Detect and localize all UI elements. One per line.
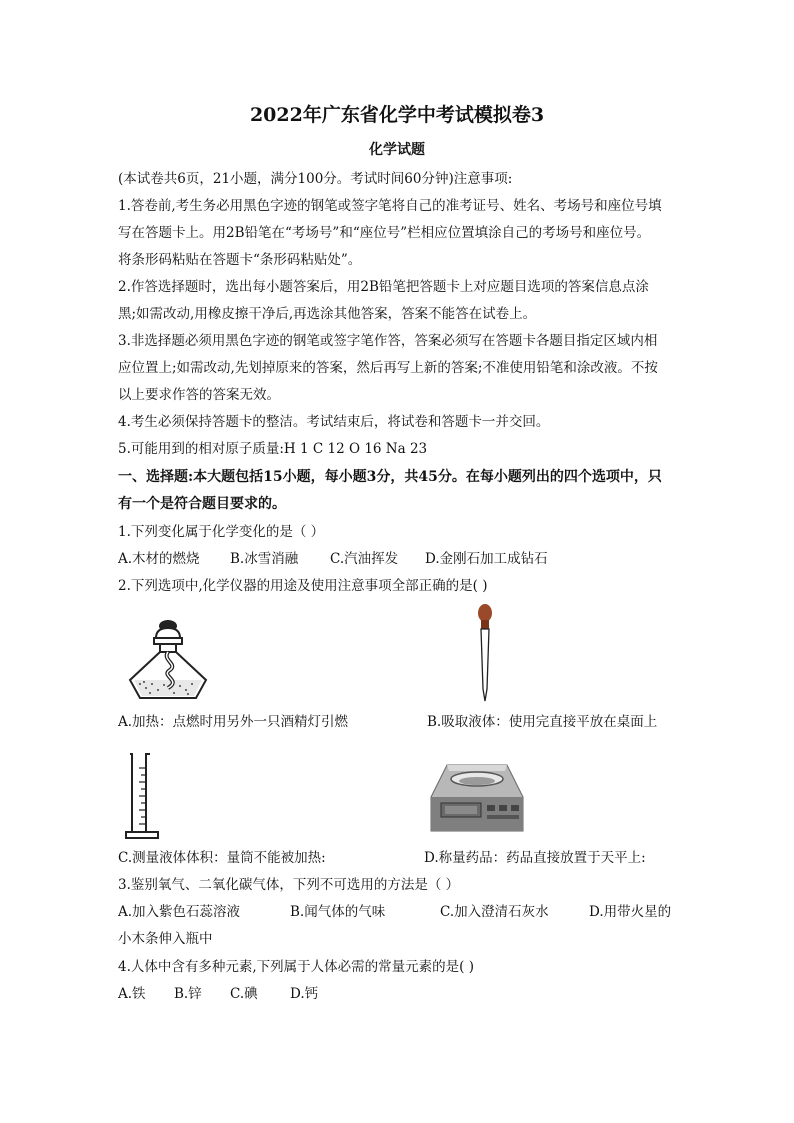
section-heading: 有一个是符合题目要求的。 <box>118 496 286 512</box>
question-1-stem: 1.下列变化属于化学变化的是（ ） <box>118 524 325 540</box>
q2-caption-c: C.测量液体体积：量筒不能被加热: <box>118 850 326 866</box>
q4-option-a: A.铁 <box>118 986 146 1002</box>
dropper-figure <box>470 603 500 703</box>
intro-text: (本试卷共6页，21小题，满分100分。考试时间60分钟)注意事项: <box>118 171 513 187</box>
q4-option-c: C.碘 <box>230 986 258 1002</box>
note-line: 应位置上;如需改动,先划掉原来的答案，然后再写上新的答案;不准使用铅笔和涂改液。不按 <box>118 360 658 376</box>
page-subtitle: 化学试题 <box>369 142 425 158</box>
q1-option-b: B.冰雪消融 <box>230 551 299 567</box>
alcohol-lamp-figure <box>124 618 212 700</box>
q3-option-d: D.用带火星的 <box>589 904 672 920</box>
q2-caption-a: A.加热：点燃时用另外一只酒精灯引燃 <box>118 714 349 730</box>
q1-option-d: D.金刚石加工成钻石 <box>425 551 548 567</box>
question-2-stem: 2.下列选项中,化学仪器的用途及使用注意事项全部正确的是( ) <box>118 578 488 594</box>
page-title: 2022年广东省化学中考试模拟卷3 <box>249 104 545 126</box>
q4-option-b: B.锌 <box>174 986 202 1002</box>
electronic-balance-figure <box>427 757 527 837</box>
note-line: 4.考生必须保持答题卡的整洁。考试结束后，将试卷和答题卡一并交回。 <box>118 414 550 430</box>
section-heading: 一、选择题:本大题包括15小题，每小题3分，共45分。在每小题列出的四个选项中，只 <box>118 469 662 485</box>
note-line: 黑;如需改动,用橡皮擦干净后,再选涂其他答案，答案不能答在试卷上。 <box>118 306 537 322</box>
q1-option-a: A.木材的燃烧 <box>118 551 200 567</box>
q3-option-a: A.加入紫色石蕊溶液 <box>118 904 241 920</box>
q3-option-b: B.闻气体的气味 <box>290 904 386 920</box>
note-line: 以上要求作答的答案无效。 <box>118 387 280 403</box>
q2-caption-b: B.吸取液体：使用完直接平放在桌面上 <box>427 714 658 730</box>
question-3-stem: 3.鉴别氧气、二氧化碳气体，下列不可选用的方法是（ ） <box>118 877 460 893</box>
q1-option-c: C.汽油挥发 <box>330 551 399 567</box>
question-4-stem: 4.人体中含有多种元素,下列属于人体必需的常量元素的是( ) <box>118 959 474 975</box>
q3-option-c: C.加入澄清石灰水 <box>440 904 549 920</box>
q3-option-d-continued: 小木条伸入瓶中 <box>118 931 213 947</box>
note-line: 1.答卷前,考生务必用黑色字迹的钢笔或签字笔将自己的准考证号、姓名、考场号和座位号填 <box>118 198 662 214</box>
note-line: 2.作答选择题时，选出每小题答案后，用2B铅笔把答题卡上对应题目选项的答案信息点涂 <box>118 279 649 295</box>
note-line: 5.可能用到的相对原子质量:H 1 C 12 O 16 Na 23 <box>118 441 428 457</box>
note-line: 写在答题卡上。用2B铅笔在“考场号”和“座位号”栏相应位置填涂自己的考场号和座位号。 <box>118 225 651 241</box>
note-line: 3.非选择题必须用黑色字迹的钢笔或签字笔作答，答案必须写在答题卡各题目指定区域内相 <box>118 333 658 349</box>
q4-option-d: D.钙 <box>290 986 319 1002</box>
graduated-cylinder-figure <box>124 752 160 840</box>
note-line: 将条形码粘贴在答题卡“条形码粘贴处”。 <box>118 252 362 268</box>
q2-caption-d: D.称量药品：药品直接放置于天平上: <box>424 850 646 866</box>
